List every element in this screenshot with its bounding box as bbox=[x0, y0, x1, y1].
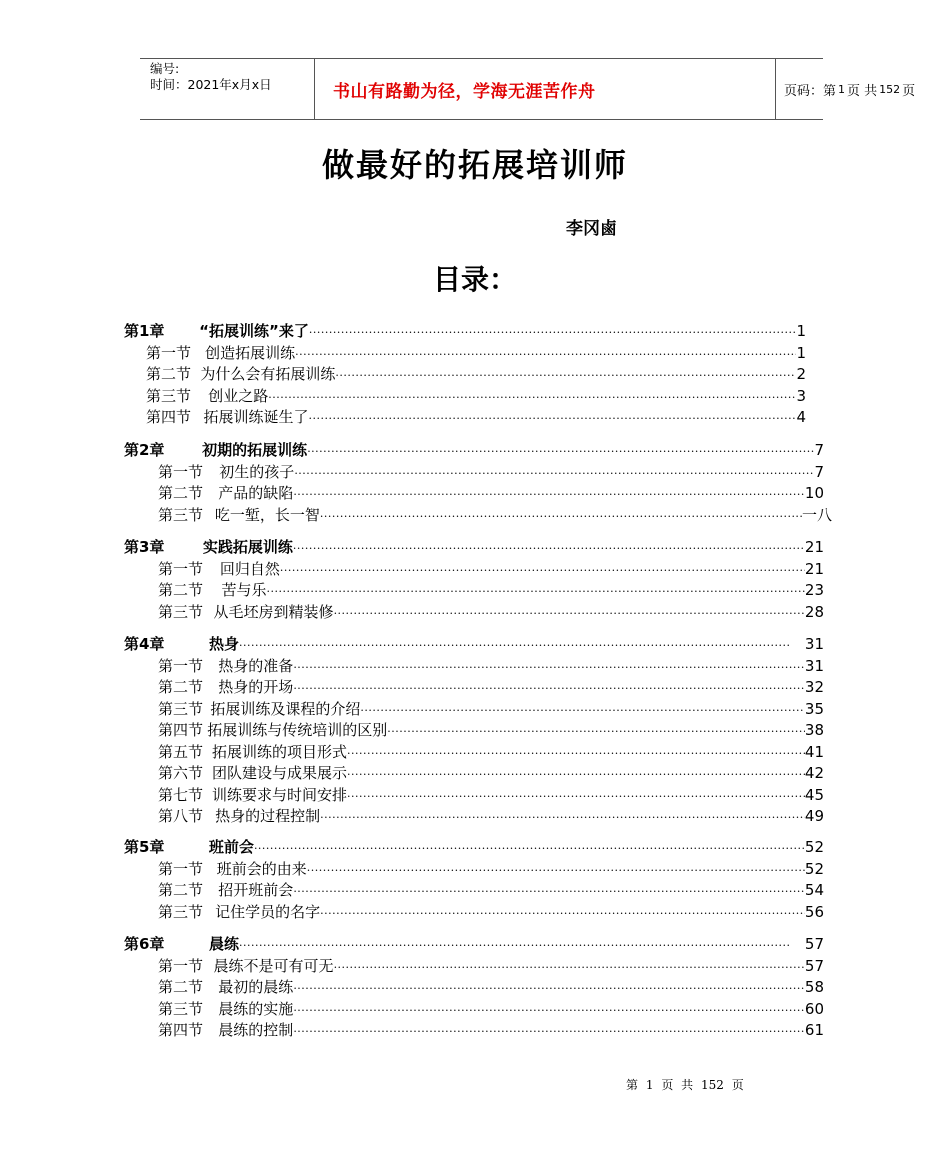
toc-chapter-page: 31 bbox=[804, 635, 824, 653]
document-time-label: 时间：2021年x月x日 bbox=[150, 77, 272, 92]
header-page-prefix: 页码：第 bbox=[784, 83, 837, 99]
toc-section-page: 60 bbox=[804, 999, 824, 1018]
toc-section-title: 晨练不是可有可无 bbox=[213, 956, 334, 975]
toc-section-label: 第三节 bbox=[158, 999, 204, 1018]
toc-section-label: 第二节 bbox=[158, 581, 204, 599]
toc-section-label: 第一节 bbox=[158, 559, 204, 578]
toc-chapter-page: 1 bbox=[796, 322, 806, 340]
toc-leader-dots bbox=[347, 747, 805, 760]
toc-section-label: 第四节 bbox=[158, 721, 204, 739]
toc-section-label: 第二节 bbox=[158, 978, 204, 996]
toc-section-page: 2 bbox=[796, 365, 806, 383]
toc-chapter[interactable] bbox=[124, 536, 824, 558]
footer-total: 152 bbox=[700, 1078, 724, 1092]
toc-section-label: 第四节 bbox=[146, 408, 192, 426]
toc-section-page: 57 bbox=[804, 956, 824, 975]
toc-leader-dots bbox=[347, 768, 805, 781]
toc-leader-dots bbox=[268, 391, 796, 404]
toc-section[interactable] bbox=[158, 784, 824, 806]
toc-section-page: 49 bbox=[804, 807, 824, 825]
footer-suffix: 页 bbox=[731, 1078, 744, 1092]
toc-section-page: 35 bbox=[804, 699, 824, 718]
toc-section-page: 38 bbox=[804, 721, 824, 739]
toc-section[interactable] bbox=[146, 406, 806, 428]
toc-leader-dots bbox=[239, 939, 805, 952]
toc-chapter-label: 第5章 bbox=[124, 838, 165, 856]
toc-section-page: 52 bbox=[804, 859, 824, 878]
toc-leader-dots bbox=[280, 564, 805, 577]
document-title: 做最好的拓展培训师 bbox=[321, 146, 628, 184]
toc-chapter-label: 第3章 bbox=[124, 538, 165, 556]
page-header bbox=[140, 58, 916, 120]
toc-section[interactable] bbox=[158, 1019, 824, 1041]
toc-section-page: 31 bbox=[804, 656, 824, 675]
toc-section-title: 训练要求与时间安排 bbox=[211, 785, 347, 804]
toc-section-label: 第二节 bbox=[158, 484, 204, 502]
toc-section[interactable] bbox=[158, 558, 824, 580]
toc-section-label: 第一节 bbox=[158, 956, 204, 975]
page-footer bbox=[626, 1076, 744, 1093]
toc-section-page: 23 bbox=[804, 581, 824, 599]
toc-section-title: 热身的过程控制 bbox=[215, 807, 321, 825]
toc-chapter[interactable] bbox=[124, 633, 824, 655]
toc-section[interactable] bbox=[146, 363, 806, 385]
toc-leader-dots bbox=[295, 348, 796, 361]
toc-section[interactable] bbox=[158, 741, 824, 763]
toc-leader-dots bbox=[320, 907, 805, 920]
toc-section-page: 一八 bbox=[801, 505, 832, 524]
toc-section-label: 第三节 bbox=[158, 602, 204, 621]
toc-section-page: 32 bbox=[804, 678, 824, 696]
toc-section[interactable] bbox=[158, 998, 824, 1020]
toc-section-page: 41 bbox=[804, 742, 824, 761]
toc-chapter[interactable] bbox=[124, 933, 824, 955]
toc-section-title: 拓展训练诞生了 bbox=[203, 408, 309, 426]
toc-leader-dots bbox=[293, 661, 805, 674]
toc-leader-dots bbox=[239, 639, 805, 652]
toc-chapter-page: 21 bbox=[804, 538, 824, 556]
toc-section-page: 4 bbox=[796, 408, 806, 426]
toc-section-label: 第八节 bbox=[158, 807, 204, 825]
toc-chapter-title: 热身 bbox=[209, 635, 240, 653]
toc-leader-dots bbox=[387, 725, 805, 738]
toc-section-title: 拓展训练与传统培训的区别 bbox=[207, 721, 388, 739]
toc-section[interactable] bbox=[158, 858, 824, 880]
toc-leader-dots bbox=[293, 542, 805, 555]
toc-leader-dots bbox=[320, 811, 805, 824]
toc-section-title: 最初的晨练 bbox=[218, 978, 294, 996]
toc-section[interactable] bbox=[158, 976, 824, 998]
toc-section-title: 团队建设与成果展示 bbox=[211, 764, 347, 782]
toc-section-page: 1 bbox=[796, 343, 806, 362]
header-page-current: 1 bbox=[838, 82, 846, 96]
toc-section[interactable] bbox=[158, 805, 824, 827]
toc-section[interactable] bbox=[158, 482, 824, 504]
toc-section-title: 回归自然 bbox=[219, 559, 280, 578]
toc-section-page: 21 bbox=[804, 559, 824, 578]
toc-section[interactable] bbox=[158, 676, 824, 698]
toc-section[interactable] bbox=[158, 901, 824, 923]
header-meta bbox=[140, 59, 314, 119]
toc-section-title: 从毛坯房到精装修 bbox=[213, 602, 334, 621]
toc-chapter-title: 班前会 bbox=[208, 838, 254, 856]
toc-section-title: 班前会的由来 bbox=[216, 859, 307, 878]
toc-section-label: 第二节 bbox=[146, 365, 192, 383]
document-number-label: 编号: bbox=[150, 61, 180, 76]
header-page-total: 152 bbox=[879, 82, 901, 96]
toc-leader-dots bbox=[293, 682, 805, 695]
toc-leader-dots bbox=[320, 510, 802, 523]
toc-leader-dots bbox=[293, 982, 805, 995]
toc-section-label: 第三节 bbox=[158, 902, 204, 921]
toc-section-label: 第七节 bbox=[158, 785, 204, 804]
toc-section-title: 招开班前会 bbox=[218, 881, 294, 899]
toc-section-title: 产品的缺陷 bbox=[218, 484, 294, 502]
toc-leader-dots bbox=[334, 607, 805, 620]
toc-section[interactable] bbox=[158, 504, 832, 526]
toc-heading: 目录： bbox=[432, 263, 517, 296]
toc-leader-dots bbox=[347, 790, 805, 803]
toc-section[interactable] bbox=[146, 342, 806, 364]
footer-mid: 页 共 bbox=[661, 1078, 694, 1092]
toc-section-page: 56 bbox=[804, 902, 824, 921]
toc-section-title: 拓展训练的项目形式 bbox=[211, 742, 347, 761]
toc-leader-dots bbox=[335, 369, 796, 382]
header-motto: 书山有路勤为径，学海无涯苦作舟 bbox=[333, 81, 596, 102]
toc-section[interactable] bbox=[158, 579, 824, 601]
toc-section-label: 第一节 bbox=[158, 462, 204, 481]
toc-chapter-title: 晨练 bbox=[209, 935, 240, 953]
toc-section-page: 42 bbox=[804, 764, 824, 782]
toc-section-label: 第一节 bbox=[158, 656, 204, 675]
toc-section-label: 第六节 bbox=[158, 764, 204, 782]
toc-leader-dots bbox=[294, 467, 814, 480]
toc-section-title: 拓展训练及课程的介绍 bbox=[210, 699, 361, 718]
toc-leader-dots bbox=[293, 488, 805, 501]
toc-chapter-title: 初期的拓展训练 bbox=[202, 441, 308, 459]
footer-current: 1 bbox=[645, 1078, 654, 1092]
toc-section-title: 热身的准备 bbox=[218, 656, 294, 675]
header-page-mid: 页 共 bbox=[847, 83, 878, 99]
toc-leader-dots bbox=[309, 326, 797, 339]
toc-leader-dots bbox=[334, 961, 805, 974]
toc-section[interactable] bbox=[158, 655, 824, 677]
toc-section-label: 第二节 bbox=[158, 881, 204, 899]
toc-section-title: 吃一堑，长一智 bbox=[214, 505, 320, 524]
toc-chapter-page: 57 bbox=[804, 935, 824, 953]
toc-leader-dots bbox=[307, 445, 814, 458]
toc-section-page: 54 bbox=[804, 881, 824, 899]
toc-leader-dots bbox=[254, 842, 805, 855]
toc-section-page: 3 bbox=[796, 386, 806, 405]
toc-chapter-title: “拓展训练”来了 bbox=[199, 322, 309, 340]
toc-section[interactable] bbox=[158, 719, 824, 741]
toc-section-label: 第三节 bbox=[146, 386, 192, 405]
toc-section[interactable] bbox=[158, 461, 824, 483]
toc-chapter[interactable] bbox=[124, 439, 824, 461]
toc-section-label: 第一节 bbox=[158, 859, 204, 878]
toc-leader-dots bbox=[307, 864, 805, 877]
toc-section-label: 第二节 bbox=[158, 678, 204, 696]
toc-section-label: 第四节 bbox=[158, 1021, 204, 1039]
toc-section[interactable] bbox=[158, 879, 824, 901]
toc-section-page: 10 bbox=[804, 484, 824, 502]
toc-chapter-page: 52 bbox=[804, 838, 824, 856]
toc-section-title: 创业之路 bbox=[208, 386, 269, 405]
toc-section-page: 45 bbox=[804, 785, 824, 804]
toc-leader-dots bbox=[293, 1004, 805, 1017]
toc-chapter-label: 第2章 bbox=[124, 441, 165, 459]
toc-section[interactable] bbox=[146, 385, 806, 407]
toc-chapter-label: 第1章 bbox=[124, 322, 165, 340]
toc-section-title: 创造拓展训练 bbox=[205, 343, 296, 362]
toc-section-page: 7 bbox=[814, 462, 824, 481]
toc-section-page: 28 bbox=[804, 602, 824, 621]
header-page-suffix: 页 bbox=[902, 83, 916, 99]
toc-section-title: 为什么会有拓展训练 bbox=[200, 365, 336, 383]
toc-section[interactable] bbox=[158, 601, 824, 623]
toc-section[interactable] bbox=[158, 955, 824, 977]
toc-chapter-label: 第4章 bbox=[124, 635, 165, 653]
document-author: 李冈鹵 bbox=[566, 219, 617, 239]
toc-section-label: 第三节 bbox=[158, 505, 204, 524]
toc-leader-dots bbox=[293, 885, 805, 898]
header-motto-cell bbox=[314, 59, 776, 119]
toc-section-page: 58 bbox=[804, 978, 824, 996]
toc-section-title: 记住学员的名字 bbox=[215, 902, 321, 921]
toc-leader-dots bbox=[293, 1025, 805, 1038]
header-page-info bbox=[776, 59, 946, 119]
toc-section-label: 第五节 bbox=[158, 742, 204, 761]
toc-chapter-title: 实践拓展训练 bbox=[202, 538, 293, 556]
toc-section-title: 苦与乐 bbox=[221, 581, 267, 599]
toc-leader-dots bbox=[266, 585, 804, 598]
toc-section-label: 第一节 bbox=[146, 343, 192, 362]
toc-chapter[interactable] bbox=[124, 836, 824, 858]
toc-section-page: 61 bbox=[804, 1021, 824, 1039]
toc-section-title: 热身的开场 bbox=[218, 678, 294, 696]
toc-chapter-label: 第6章 bbox=[124, 935, 165, 953]
toc-section-title: 晨练的控制 bbox=[218, 1021, 294, 1039]
toc-leader-dots bbox=[309, 412, 797, 425]
toc-chapter-page: 7 bbox=[814, 441, 824, 459]
toc-section-title: 初生的孩子 bbox=[219, 462, 295, 481]
footer-prefix: 第 bbox=[626, 1078, 639, 1092]
toc-leader-dots bbox=[360, 704, 805, 717]
toc-section-label: 第三节 bbox=[158, 699, 204, 718]
toc-section[interactable] bbox=[158, 762, 824, 784]
toc-section-title: 晨练的实施 bbox=[218, 999, 294, 1018]
toc-chapter[interactable] bbox=[124, 320, 806, 342]
toc-section[interactable] bbox=[158, 698, 824, 720]
